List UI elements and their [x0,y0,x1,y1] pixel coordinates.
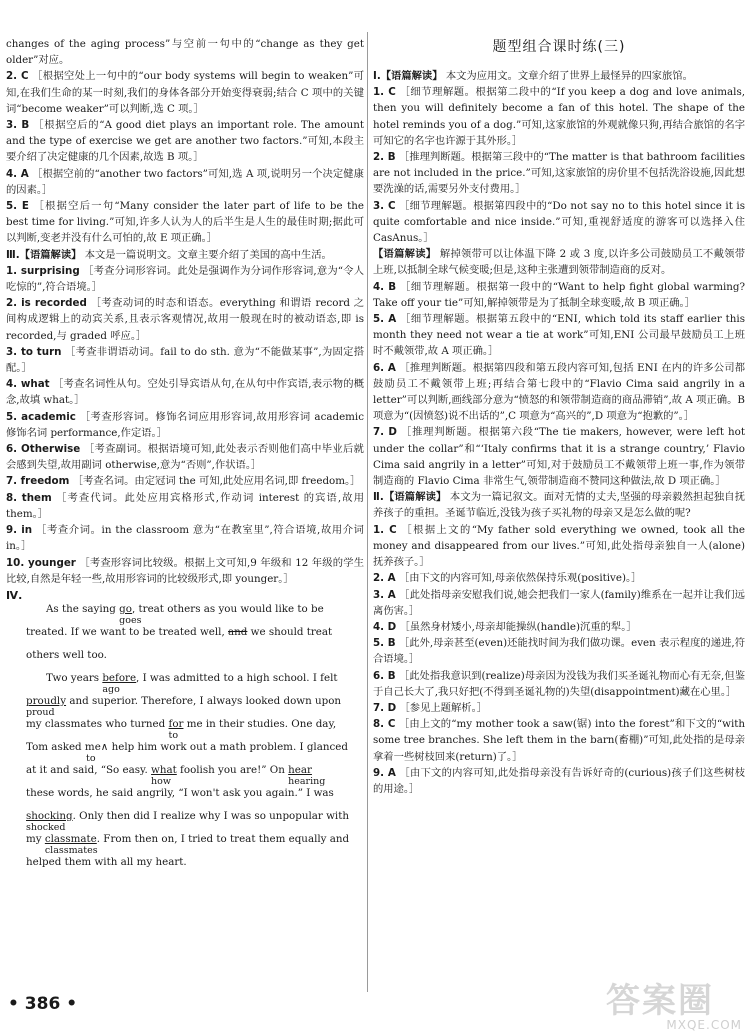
answer-label: 3. C [373,199,396,212]
answer-label: 2. C [6,70,29,83]
watermark-url: MXQE.COM [666,1018,742,1032]
answer-item [373,424,745,489]
watermark-text: 答案圈 [606,981,714,1021]
answer-text: 本文为一篇记叙文。面对无情的丈夫,坚强的母亲毅然担起独自抚养孩子的重担。圣诞节临近,没钱为孩子买礼物的母亲又是怎么做的呢? [373,491,745,520]
answer-item [6,68,364,117]
answer-text: ［推理判断题。根据第三段中的“The matter is that bathroom facilities are not included in the price.”可知,这家旅馆的房价里不包括洗浴设施,因此想要洗澡的话,需要另外支付费用。］ [373,151,745,196]
passage-line [46,602,364,626]
corrected-word: go goes [119,602,142,626]
answer-text: ［此外,母亲甚至(even)还能找时间为我们做功课。even 表示程度的递进,符合语境。］ [373,637,745,666]
correction-word: to [86,752,96,764]
answer-text: ［由下文的内容可知,此处指母亲没有告诉好奇的(curious)孩子们这些树枝的用途。］ [373,766,745,795]
answer-label: 7. freedom [6,475,70,488]
answer-item [6,522,364,554]
passage-text: my [26,832,45,845]
answer-item [6,473,364,489]
answer-label: Ⅱ.【语篇解读】 [373,491,447,504]
passage-line [26,856,364,868]
passage-line [46,671,364,695]
answer-item [373,668,745,700]
answer-text: ［推理判断题。根据第六段“The tie makers, however, were left hot under the collar”和“‘Italy confirms that it is a strange country,’ Flavio Cima said angrily in a letter”可知,对于鼓励员工不戴领带上班一事,作为领带制造商的 Flavio Cima 非常生气,领带制造商不赞同这种做法,故 D 项正确。］ [373,426,745,488]
answer-label: 4. A [6,167,29,180]
answer-text: ［根据空前的“another two factors”可知,选 A 项,说明另一个决定健康的因素。］ [6,167,364,196]
right-column [373,0,745,797]
passage-text: Tom asked me∧ help him work out a math problem. I glanced to [26,740,348,764]
answer-label: 1. C [373,523,397,536]
passage-text: helped them with all my heart. [26,855,187,868]
passage-text: my classmates who turned [26,717,169,730]
passage-text: we should treat [247,625,333,638]
answer-text: ［考查分词形容词。此处是强调作为分词作形容词,意为“令人吃惊的”,符合语境。］ [6,264,364,294]
answer-item [373,311,745,360]
answer-item [6,198,364,247]
answer-label: 3. to turn [6,345,62,358]
answer-text: 解掉领带可以让体温下降 2 或 3 度,以许多公司鼓励员工不戴领带上班,以抵制全球气候变暖;但是,这种主张遭到领带制造商的反对。 [373,248,746,277]
answer-label: 4. D [373,620,397,633]
correction-word: hearing [288,775,326,787]
answer-item [373,489,745,521]
answer-text: ［推理判断题。根据第四段和第五段内容可知,包括 ENI 在内的许多公司都鼓励员工不戴领带上班;再结合第七段中的“Flavio Cima said angrily in a letter”可以判断,画线部分意为“愤怒的和领带制造商的商品滞销”,故 A 项正确。B 项意为“(因愤怒)说不出话的”,C 项意为“高兴的”,D 项意为“抱歉的”。］ [373,361,745,423]
page-number: • 386 • [8,994,78,1014]
answer-label: 4. what [6,378,50,391]
answer-text: ［根据上文的“My father sold everything we owned, took all the money and disappeared from our lives.”可知,此处指母亲独自一人(alone)抚养孩子。］ [373,523,746,569]
answer-label: 10. younger [6,556,76,569]
answer-text: changes of the aging process”与空前一句中的“change as they get older”对应。 [6,38,364,67]
answer-label: 6. A [373,361,396,374]
passage-text: and [228,625,248,638]
answer-item [6,117,364,166]
answer-item [6,555,364,587]
answer-label: 1. surprising [6,264,80,277]
passage-line [26,626,364,638]
answer-label: 5. A [373,313,397,326]
answer-text: ［细节理解题。根据第四段中的“Do not say no to this hotel since it is quite comfortable and nice inside.”可知,重视舒适度的游客可以选择入住 CasAnus。］ [373,199,745,245]
passage-text: . Only then did I realize why I was so unpopular with [72,809,349,822]
passage-text: others well too. [26,648,107,661]
passage-line [26,832,364,856]
passage-line [26,717,364,741]
answer-item [6,490,364,522]
passage-text: treated. If we want to be treated well, [26,625,228,638]
answer-text: ［根据空处上一句中的“our body systems will begin to weaken”可知,在我们生命的某一时刻,我们的身体各部分开始变得衰弱;结合 C 项中的关键词“become weaker”可以判断,选 C 项。］ [6,70,364,115]
answer-text: ［考查动词的时态和语态。everything 和谓语 record 之间构成逻辑上的动宾关系,且表示客观情况,故用一般现在时的被动语态,即 is recorded,与 graded 呼应。］ [6,297,364,342]
answer-text: ［考查名词。由定冠词 the 可知,此处应用名词,即 freedom。］ [72,475,361,488]
passage-line [26,649,364,661]
answer-label: 5. B [373,637,396,650]
answer-item [373,68,745,84]
answer-text: ［根据空后一句“Many consider the later part of life to be the best time for living.”可知,许多人认为人的后半生是人生的最佳时期;据此可以判断,变老并没有什么可怕的,故 E 项正确。］ [6,200,365,245]
answer-item [6,247,364,263]
corrected-word: before ago [102,671,137,695]
answer-text: ［根据空后的“A good diet plays an important role. The amount and the type of exercise we get are another two factors.”可知,本段主要介绍了决定健康的几个因素,故选 B 项。］ [6,119,364,164]
answer-item [6,36,364,68]
right-answers [373,68,745,797]
answer-label: Ⅲ.【语篇解读】 [6,248,82,261]
answer-item [6,376,364,408]
answer-item [6,344,364,376]
correction-word: how [151,775,172,787]
answer-text: ［此处指我意识到(realize)母亲因为没钱为我们买圣诞礼物而心有无奈,但鉴于自己长大了,我只好把(不得到圣诞礼物的)失望(disappointment)藏在心里。］ [373,669,745,698]
correction-word: proud [26,706,55,718]
answer-item [6,295,364,344]
answer-label: 5. academic [6,410,76,423]
answer-label: 1. C [373,86,396,99]
page-title: 题型组合课时练(三) [492,39,626,55]
answer-text: ［由上文的“my mother took a saw(锯) into the forest”和下文的“with some tree branches. She left them in the barn(畜棚)”可知,此处指的是母亲拿着一些树枝回来(return)了。］ [373,718,746,763]
answer-item [373,765,745,797]
answer-item [6,263,364,295]
answer-text: ［虽然身材矮小,母亲却能操纵(handle)沉重的犁。］ [399,620,637,633]
passage-text: foolish you are!” On [176,763,289,776]
answer-item [6,441,364,473]
answer-label: 8. them [6,491,52,504]
answer-item [373,149,745,198]
corrected-word: classmate classmates [44,832,98,856]
passage-line [26,787,364,799]
answer-text: ［考查副词。根据语境可知,此处表示否则他们高中毕业后就会感到失望,故用副词 otherwise,意为“否则”,作状语。］ [6,443,364,472]
correction-word: classmates [44,844,98,856]
answer-label: 2. B [373,151,396,164]
passage-text: Two years [46,671,103,684]
answer-item [6,409,364,441]
answer-text: ［考查非谓语动词。fail to do sth. 意为“不能做某事”,为固定搭配。］ [6,345,364,375]
answer-item [373,522,745,571]
answer-label: 6. Otherwise [6,443,81,456]
answer-item [373,84,745,149]
answer-text: ［考查形容词。修饰名词应用形容词,故用形容词 academic 修饰名词 performance,作定语。］ [6,410,364,439]
answer-text: ［细节理解题。根据第二段中的“If you keep a dog and love animals, then you will definitely become a fan of this hotel. The shape of the hotel reminds you of a dog.”可知,这家旅馆的外观就像只狗,再结合旅馆的名字可知它的名字也许源于其外形。］ [373,86,746,147]
answer-label: 9. A [373,766,396,779]
answer-item [373,246,745,278]
answer-text: ［此处指母亲安慰我们说,她会把我们一家人(family)维系在一起并让我们远离伤害。］ [373,588,745,617]
passage-text: , I was admitted to a high school. I felt [136,671,338,684]
answer-label: 8. C [373,718,396,731]
answer-item [373,587,745,619]
answer-item [373,635,745,667]
passage-text: at it and said, “So easy. [26,763,152,776]
answer-label: 7. D [373,701,397,714]
watermark-logo [606,981,742,1032]
answer-label: 3. A [373,588,396,601]
answer-label: 3. B [6,119,30,132]
corrected-word: what how [151,763,177,787]
answer-label: 【语篇解读】 [373,248,437,261]
passage-line [26,809,364,833]
left-column [6,36,364,879]
correction-word: to [168,729,179,741]
answer-label: Ⅰ.【语篇解读】 [373,70,443,82]
answer-text: ［考查形容词比较级。根据上文可知,9 年级和 12 年级的学生比较,自然是年轻一些,故用形容词的比较级形式,即 younger。］ [6,556,364,585]
corrected-word: proudly proud [26,694,67,718]
answer-item [373,360,745,425]
answer-item [373,279,745,311]
answer-text: ［考查介词。in the classroom 意为“在教室里”,符合语境,故用介词 in。］ [6,524,364,553]
error-correction-passage [6,589,364,868]
answer-text: ［细节理解题。根据第一段中的“Want to help fight global warming? Take off your tie”可知,解掉领带是为了抵制全球变暖,故 B 项正确。］ [373,280,745,309]
answer-label: 4. B [373,280,397,293]
passage-text: . From then on, I tried to treat them equally and [96,832,350,845]
passage-text: and superior. Therefore, I always looked down upon [66,694,342,707]
answer-text: ［细节理解题。根据第五段中的“ENI, which told its staff earlier this month they need not wear a tie at work”可知,ENI 公司最早鼓励员工上班时不戴领带,故 A 项正确。］ [373,313,745,358]
passage-text: these words, he said angrily, “I won't ask you again.” I was [26,786,334,799]
passage-line [26,763,364,787]
answer-text: ［参见上题解析。］ [399,701,488,714]
answer-item [373,198,745,247]
corrected-word: hear hearing [288,763,326,787]
answer-item [6,166,364,198]
passage-line [26,694,364,718]
answer-label: 7. D [373,426,397,439]
answer-text: ［考查代词。此处应用宾格形式,作动词 interest 的宾语,故用 them。］ [6,491,364,520]
answer-label: 2. is recorded [6,297,87,310]
answer-item [373,619,745,635]
corrected-word: for to [168,717,184,741]
answer-text: ［考查名词性从句。空处引导宾语从句,在从句中作宾语,表示物的概念,故填 what。］ [6,378,365,407]
answer-text: ［由下文的内容可知,母亲依然保持乐观(positive)。］ [398,572,642,585]
answer-text: 本文是一篇说明文。文章主要介绍了美国的高中生活。 [84,248,332,261]
answer-label: 5. E [6,200,29,213]
page-number-value: 386 [24,994,61,1014]
answer-label: 6. B [373,669,396,682]
answer-label: 9. in [6,524,33,537]
column-divider [367,32,368,992]
answer-label: 2. A [373,572,396,585]
correction-word: ago [102,683,120,695]
passage-line [26,740,364,764]
section-label: Ⅳ. [6,588,23,602]
passage-text: me in their studies. One day, [183,717,337,730]
correction-word: shocked [26,821,66,833]
answer-item [373,700,745,716]
passage-text: As the saying [46,602,120,615]
answer-text: 本文为应用文。文章介绍了世界上最怪异的四家旅馆。 [445,70,693,82]
passage-text: , treat others as you would like to be [131,602,324,615]
answer-item [373,716,745,765]
corrected-word: shocking shocked [26,809,73,833]
answer-item [373,570,745,586]
correction-word: goes [119,614,142,626]
